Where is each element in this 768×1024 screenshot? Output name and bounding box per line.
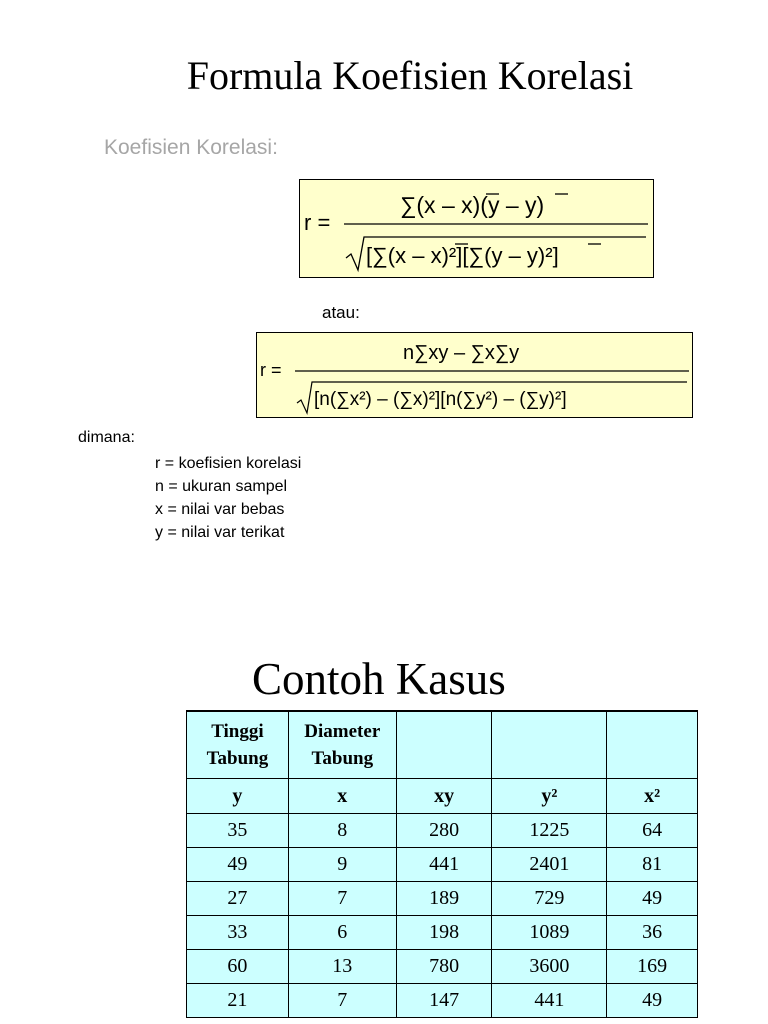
table-cell: 64	[607, 814, 698, 848]
section-title: Contoh Kasus	[252, 654, 506, 704]
table-cell: 441	[396, 848, 492, 882]
table-row	[187, 916, 698, 950]
header-cell	[396, 711, 492, 779]
table-cell: 60	[187, 950, 289, 984]
definition-r: r = koefisien korelasi	[155, 455, 302, 472]
table-cell: 280	[396, 814, 492, 848]
table-cell: 198	[396, 916, 492, 950]
definitions-list	[155, 452, 301, 544]
definition-y: y = nilai var terikat	[155, 524, 285, 541]
table-cell: 13	[288, 950, 396, 984]
formula-1-numerator: ∑(x – x)(y – y)	[400, 192, 545, 218]
table-cell: 49	[607, 882, 698, 916]
header-cell	[607, 711, 698, 779]
table-row	[187, 848, 698, 882]
atau-label: atau:	[322, 303, 360, 322]
formula-box-2	[256, 332, 693, 418]
table-row	[187, 882, 698, 916]
table-cell: 8	[288, 814, 396, 848]
table-header-row	[187, 711, 698, 779]
formula-2-numerator: n∑xy – ∑x∑y	[403, 342, 520, 364]
formula-2	[257, 333, 692, 417]
table-cell: 7	[288, 882, 396, 916]
table-cell: 9	[288, 848, 396, 882]
table-subheader-row	[187, 779, 698, 814]
table-cell: 81	[607, 848, 698, 882]
subheader-cell: y²	[492, 779, 607, 814]
table-cell: 441	[492, 984, 607, 1018]
formula-1	[300, 180, 653, 277]
header-cell: Diameter Tabung	[288, 711, 396, 779]
header-cell: Tinggi Tabung	[187, 711, 289, 779]
formula-box-1	[299, 179, 654, 278]
formula-2-lhs: r =	[260, 360, 282, 380]
formula-1-lhs: r =	[304, 210, 331, 235]
subheader-cell: x²	[607, 779, 698, 814]
subheader-cell: xy	[396, 779, 492, 814]
page-title: Formula Koefisien Korelasi	[186, 53, 634, 98]
definition-x: x = nilai var bebas	[155, 501, 285, 518]
table-cell: 36	[607, 916, 698, 950]
table-cell: 7	[288, 984, 396, 1018]
table-cell: 1089	[492, 916, 607, 950]
table-cell: 1225	[492, 814, 607, 848]
table-cell: 729	[492, 882, 607, 916]
subtitle: Koefisien Korelasi:	[104, 136, 278, 159]
table-row	[187, 950, 698, 984]
table-cell: 33	[187, 916, 289, 950]
table-cell: 169	[607, 950, 698, 984]
data-table	[186, 710, 698, 1018]
table-cell: 21	[187, 984, 289, 1018]
table-cell: 6	[288, 916, 396, 950]
table-cell: 49	[187, 848, 289, 882]
table-cell: 3600	[492, 950, 607, 984]
table-cell: 189	[396, 882, 492, 916]
formula-1-denominator: [∑(x – x)²][∑(y – y)²]	[366, 243, 559, 268]
formula-2-denominator: [n(∑x²) – (∑x)²][n(∑y²) – (∑y)²]	[314, 389, 567, 410]
table-cell: 147	[396, 984, 492, 1018]
definition-n: n = ukuran sampel	[155, 478, 288, 495]
dimana-label: dimana:	[78, 429, 135, 446]
subheader-cell: x	[288, 779, 396, 814]
table-cell: 780	[396, 950, 492, 984]
table-cell: 35	[187, 814, 289, 848]
table-row	[187, 984, 698, 1018]
header-cell	[492, 711, 607, 779]
table-cell: 2401	[492, 848, 607, 882]
subheader-cell: y	[187, 779, 289, 814]
table-cell: 27	[187, 882, 289, 916]
table-row	[187, 814, 698, 848]
table-cell: 49	[607, 984, 698, 1018]
